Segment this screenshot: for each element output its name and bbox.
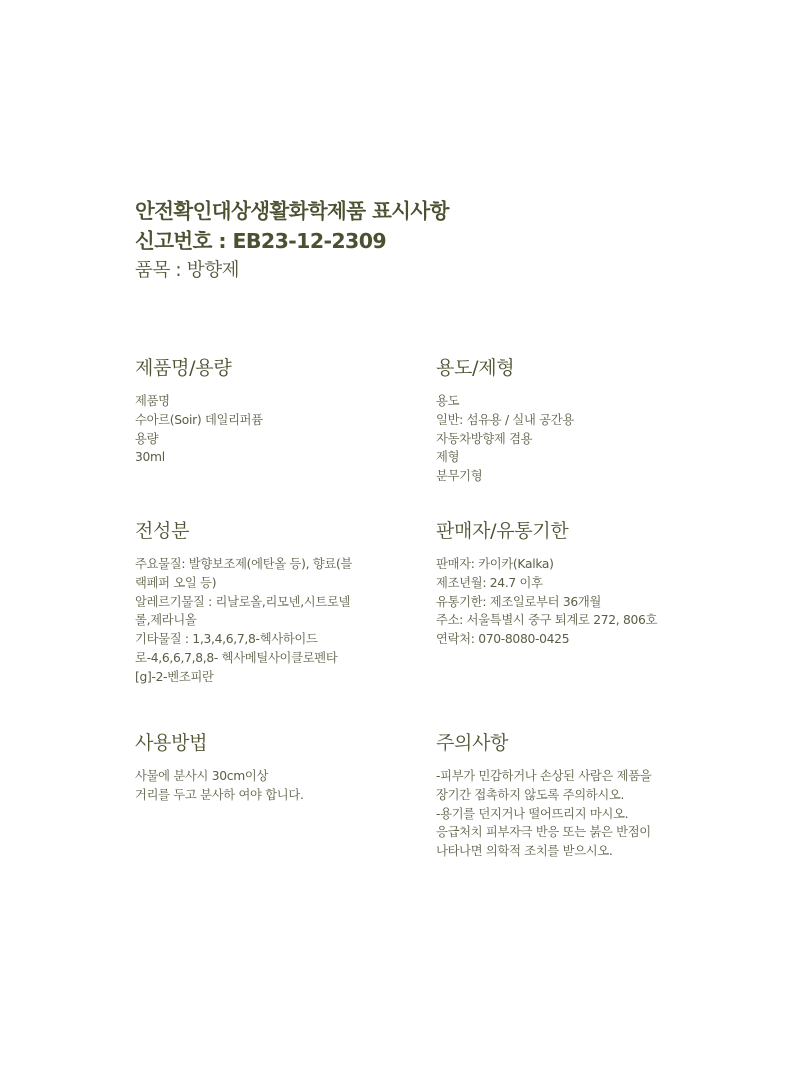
text-line: 유통기한: 제조일로부터 36개월 xyxy=(436,594,602,609)
text-line: 자동차방향제 겸용 xyxy=(436,431,533,446)
usage-section xyxy=(436,355,686,486)
section-title-seller: 판매자/유통기한 xyxy=(436,520,569,542)
seller-details xyxy=(436,555,686,649)
text-line: 30ml xyxy=(135,450,165,465)
text-line: 판매자: 카이카(Kalka) xyxy=(436,557,554,571)
cautions-section xyxy=(436,730,686,861)
section-title-directions: 사용방법 xyxy=(135,732,208,754)
text-line: 분무기형 xyxy=(436,469,483,484)
registration-number: 신고번호 : EB23-12-2309 xyxy=(135,229,387,253)
text-line: 랙페퍼 오일 등) xyxy=(135,575,217,590)
text-line: 주요물질: 발향보조제(에탄올 등), 향료(블 xyxy=(135,557,353,571)
usage-details xyxy=(436,392,686,486)
cautions-details xyxy=(436,767,686,861)
section-title-usage: 용도/제형 xyxy=(436,357,515,379)
text-line: 제형 xyxy=(436,450,460,465)
product-details xyxy=(135,392,385,467)
text-line: 연락처: 070-8080-0425 xyxy=(436,632,570,647)
text-line: 거리를 두고 분사하 여야 합니다. xyxy=(135,787,304,802)
text-line: 나타나면 의학적 조치를 받으시오. xyxy=(436,844,613,859)
product-category: 품목 : 방향제 xyxy=(135,260,240,281)
directions-details xyxy=(135,767,385,805)
text-line: 수아르(Soir) 데일리퍼퓸 xyxy=(135,412,263,427)
text-line: 롤,제라니올 xyxy=(135,613,197,628)
section-title-product: 제품명/용량 xyxy=(135,357,232,379)
text-line: 알레르기물질 : 리날로올,리모넨,시트로넬 xyxy=(135,594,351,609)
text-line: 응급처치 피부자극 반응 또는 붉은 반점이 xyxy=(436,825,651,840)
seller-section xyxy=(436,518,686,649)
text-line: 일반: 섬유용 / 실내 공간용 xyxy=(436,412,574,427)
section-title-cautions: 주의사항 xyxy=(436,732,509,754)
directions-section xyxy=(135,730,385,805)
text-line: 주소: 서울특별시 중구 퇴계로 272, 806호 xyxy=(436,613,658,628)
text-line: -용기를 던지거나 떨어뜨리지 마시오. xyxy=(436,806,629,821)
text-line: [g]-2-벤조피란 xyxy=(135,669,214,684)
text-line: 사물에 분사시 30cm이상 xyxy=(135,769,269,783)
product-name-section xyxy=(135,355,385,467)
label-header xyxy=(135,196,695,286)
ingredients-details xyxy=(135,555,385,687)
ingredients-section xyxy=(135,518,385,687)
text-line: 제품명 xyxy=(135,394,170,408)
text-line: 용도 xyxy=(436,394,460,408)
text-line: 용량 xyxy=(135,431,159,446)
text-line: 기타물질 : 1,3,4,6,7,8-헥사하이드 xyxy=(135,632,318,647)
document-title: 안전확인대상생활화학제품 표시사항 xyxy=(135,199,449,223)
text-line: -피부가 민감하거나 손상된 사람은 제품을 xyxy=(436,769,652,783)
section-title-ingredients: 전성분 xyxy=(135,520,190,542)
text-line: 로-4,6,6,7,8,8- 헥사메틸사이클로펜타 xyxy=(135,650,338,665)
text-line: 제조년월: 24.7 이후 xyxy=(436,575,543,590)
text-line: 장기간 접촉하지 않도록 주의하시오. xyxy=(436,787,625,802)
